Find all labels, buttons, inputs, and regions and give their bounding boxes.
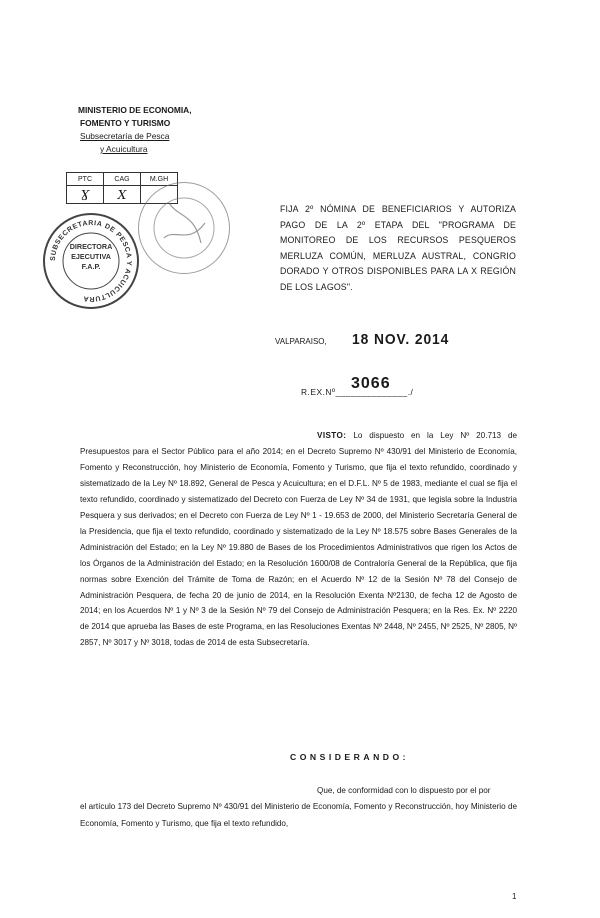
rex-label: R.EX.Nº — [301, 387, 336, 397]
faint-stamp — [138, 182, 230, 274]
ministry-name-cont: FOMENTO Y TURISMO — [80, 118, 171, 128]
initials-header: M.GH — [141, 173, 178, 186]
resolution-date: 18 NOV. 2014 — [352, 331, 450, 348]
visto-text: Lo dispuesto en la Ley Nº 20.713 de Presupuestos para el Sector Público para el año 2014; en el Decreto Supremo Nº 430/91 del Ministerio de Economía, Fomento y Reconstrucción, hoy Ministerio de Economía, Fomento y Turismo, que fija el texto refundido, coordinado y sistematizado de la Ley Nº 18.892, General de Pesca y Acuicultura; en el D.F.L. Nº 5 de 1983, mediante el cual se fija el texto refundido, coordinado y sistematizado del Decreto con Fuerza de Ley Nº 34 de 1931, que legisla sobre la Industria Pesquera y sus derivados; en el Decreto con Fuerza de Ley Nº 1 - 19.653 de 2000, del Ministerio Secretaría General de la Presidencia, que fija el texto refundido, coordinado y sistematizado de la Ley Nº 18.575 sobre Bases Generales de la Administración del Estado; en la Ley Nº 19.880 de Bases de los Procedimientos Administrativos que rigen los Actos de los Órganos de la Administración del Estado; en la Resolución 1600/08 de Contraloría General de la República, que fija normas sobre Exención del Trámite de Toma de Razón; en el Acuerdo Nº 12 de la Sesión Nº 78 del Consejo de Administración Pesquera, de fecha 20 de junio de 2014, en la Resolución Exenta Nº2130, de fecha 12 de Agosto de 2014; en los Acuerdos Nº 1 y Nº 3 de la Sesión Nº 79 del Consejo de Administración Pesquera; en la Res. Ex. Nº 2220 de 2014 que aprueba las Bases de este Programa, en las Resoluciones Exentas Nº 2448, Nº 2455, Nº 2525, Nº 2805, Nº 2857, Nº 3017 y Nº 3018, todas de 2014 de esta Subsecretaría. — [80, 431, 517, 648]
initials-header: CAG — [104, 173, 141, 186]
ministry-name: MINISTERIO DE ECONOMIA, — [78, 105, 192, 115]
considerando-paragraph — [80, 783, 517, 832]
official-stamp — [43, 213, 139, 309]
initials-header: PTC — [67, 173, 104, 186]
subsecretaria-name: Subsecretaría de Pesca — [80, 131, 170, 141]
stamp-line: EJECUTIVA — [71, 252, 111, 261]
stamp-line: DIRECTORA — [69, 242, 113, 251]
subsecretaria-name-cont: y Acuicultura — [100, 144, 148, 154]
ministry-header — [78, 104, 192, 156]
stamp-line: F.A.P. — [81, 262, 101, 271]
stamp-ring-text: SUBSECRETARIA DE PESCA Y ACUICULTURA — [49, 219, 133, 303]
visto-label: VISTO: — [317, 431, 347, 440]
initials-mark: X — [104, 186, 141, 204]
rex-line: ______________./ — [335, 387, 414, 397]
visto-paragraph — [80, 428, 517, 651]
considerando-heading: CONSIDERANDO: — [290, 752, 410, 762]
place: VALPARAISO, — [275, 337, 327, 346]
faint-stamp-svg — [139, 183, 229, 273]
resolution-title: FIJA 2º NÓMINA DE BENEFICIARIOS Y AUTORIZA PAGO DE LA 2º ETAPA DEL "PROGRAMA DE MONITOREO DE LOS RECURSOS PESQUEROS MERLUZA COMÚN, MERLUZA AUSTRAL, CONGRIO DORADO Y OTROS DISPONIBLES PARA LA X REGIÓN DE LOS LAGOS". — [280, 204, 516, 292]
considerando-text: el artículo 173 del Decreto Supremo Nº 430/91 del Ministerio de Economía, Fomento y Reconstrucción, hoy Ministerio de Economía, Fomento y Turismo, que fija el texto refundido, — [80, 802, 517, 828]
initials-mark: Ɣ — [67, 186, 104, 204]
page-number: 1 — [512, 892, 517, 901]
resolution-number: 3066 — [351, 375, 391, 392]
considerando-lead: Que, de conformidad con lo dispuesto por el por — [317, 786, 491, 795]
stamp-center — [57, 242, 125, 272]
